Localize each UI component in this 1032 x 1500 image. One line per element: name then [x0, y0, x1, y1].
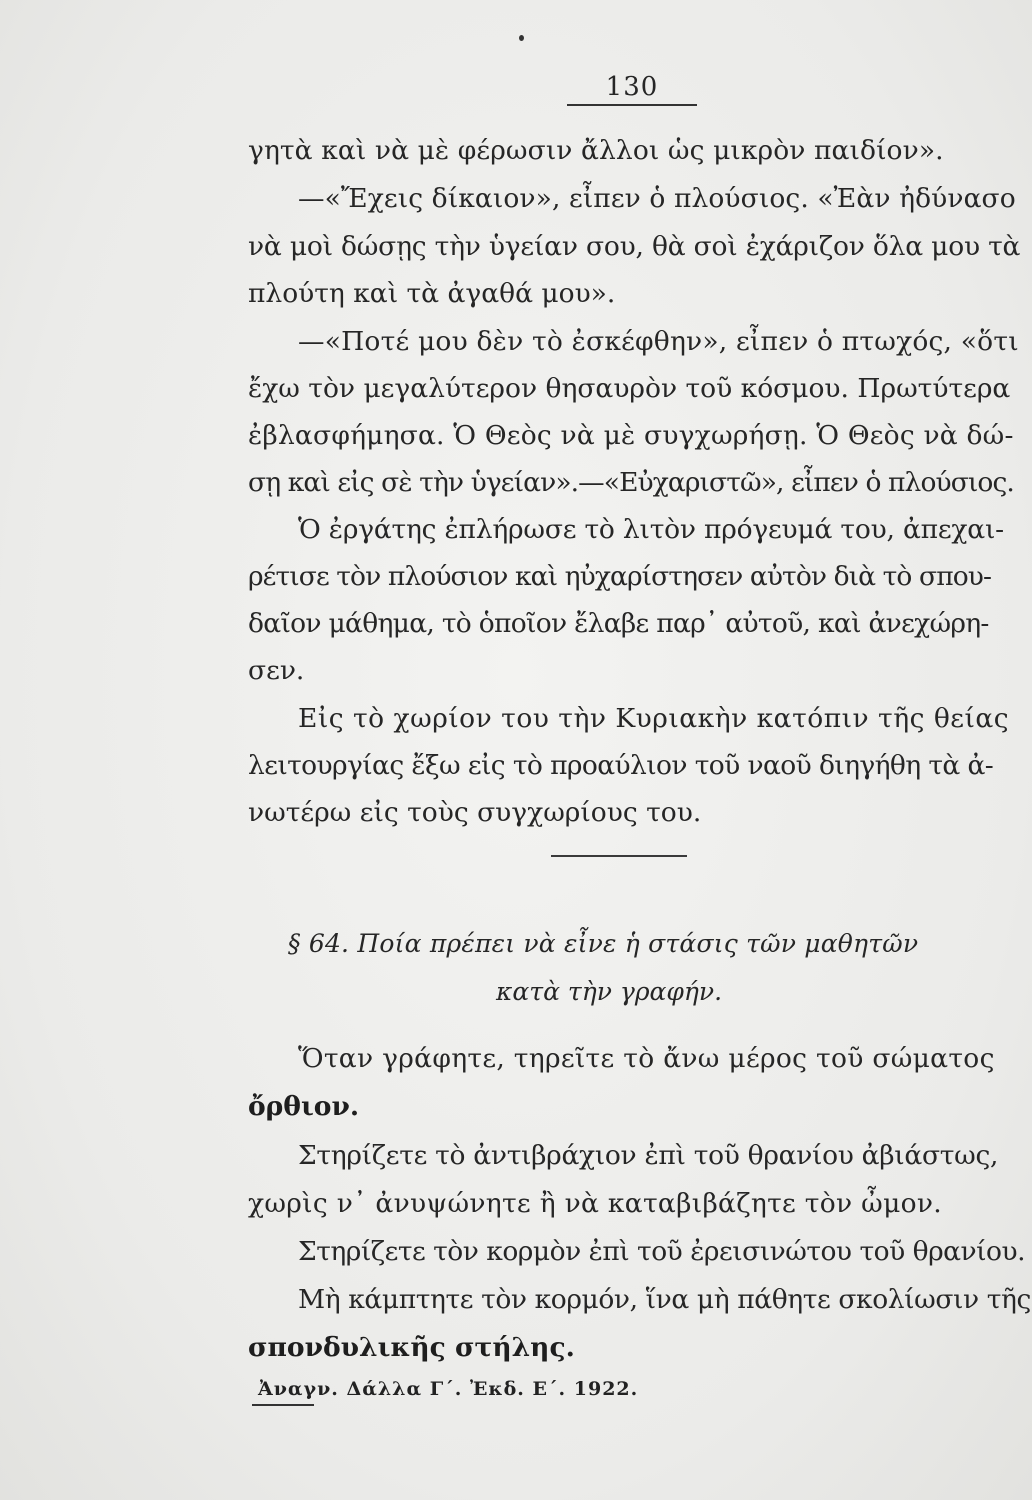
text-line: —«Ἔχεις δίκαιον», εἶπεν ὁ πλούσιος. «Ἐὰν ἠδύνασο [298, 183, 1016, 214]
text-line: σεν. [248, 655, 305, 686]
text-line: ἐβλασφήμησα. Ὁ Θεὸς νὰ μὲ συγχωρήσῃ. Ὁ Θεὸς νὰ δώ- [248, 420, 1014, 451]
rule-line: Στηρίζετε τὸν κορμὸν ἐπὶ τοῦ ἐρεισινώτου τοῦ θρανίου. [298, 1236, 1026, 1267]
ink-dot [519, 35, 524, 41]
page-number: 130 [605, 72, 659, 102]
text-line: ρέτισε τὸν πλούσιον καὶ ηὐχαρίστησεν αὐτὸν διὰ τὸ σπου- [248, 561, 992, 592]
footer-rule [252, 1404, 314, 1406]
section-heading: κατὰ τὴν γραφήν. [496, 977, 723, 1006]
rule-line: Μὴ κάμπτητε τὸν κορμόν, ἵνα μὴ πάθητε σκολίωσιν τῆς [298, 1284, 1031, 1315]
rule-line: χωρὶς ν᾽ ἀνυψώνητε ἢ νὰ καταβιβάζητε τὸν ὦμον. [248, 1188, 942, 1219]
text-line: νὰ μοὶ δώσῃς τὴν ὑγείαν σου, θὰ σοὶ ἐχάριζον ὅλα μου τὰ [248, 231, 1021, 262]
rule-line: Ὅταν γράφητε, τηρεῖτε τὸ ἄνω μέρος τοῦ σώματος [298, 1043, 995, 1074]
text-line: λειτουργίας ἔξω εἰς τὸ προαύλιον τοῦ ναοῦ διηγήθη τὰ ἀ- [248, 750, 994, 781]
section-heading: § 64. Ποία πρέπει νὰ εἶνε ἡ στάσις τῶν μαθητῶν [288, 929, 919, 958]
text-line: —«Ποτέ μου δὲν τὸ ἐσκέφθην», εἶπεν ὁ πτωχός, «ὅτι [298, 326, 1019, 357]
page-number-underline [567, 104, 697, 106]
rule-line: ὄρθιον. [248, 1091, 360, 1122]
rule-line: σπονδυλικῆς στήλης. [248, 1332, 575, 1363]
printing-footer: Ἀναγν. Δάλλα Γ΄. Ἐκδ. Ε΄. 1922. [258, 1378, 639, 1400]
text-line: νωτέρω εἰς τοὺς συγχωρίους του. [248, 797, 702, 828]
rule-line: Στηρίζετε τὸ ἀντιβράχιον ἐπὶ τοῦ θρανίου ἀβιάστως, [298, 1140, 999, 1171]
text-line: Ὁ ἐργάτης ἐπλήρωσε τὸ λιτὸν πρόγευμά του, ἀπεχαι- [298, 514, 1004, 545]
section-separator [551, 855, 687, 857]
text-line: σῃ καὶ εἰς σὲ τὴν ὑγείαν».—«Εὐχαριστῶ», εἶπεν ὁ πλούσιος. [248, 467, 1014, 498]
text-line: πλούτη καὶ τὰ ἀγαθά μου». [248, 278, 616, 309]
text-line: Εἰς τὸ χωρίον του τὴν Κυριακὴν κατόπιν τῆς θείας [298, 703, 1010, 734]
text-line: ἔχω τὸν μεγαλύτερον θησαυρὸν τοῦ κόσμου. Πρωτύτερα [248, 373, 1011, 404]
text-line: γητὰ καὶ νὰ μὲ φέρωσιν ἄλλοι ὡς μικρὸν παιδίον». [248, 135, 944, 166]
text-line: δαῖον μάθημα, τὸ ὁποῖον ἔλαβε παρ᾽ αὐτοῦ, καὶ ἀνεχώρη- [248, 608, 989, 639]
